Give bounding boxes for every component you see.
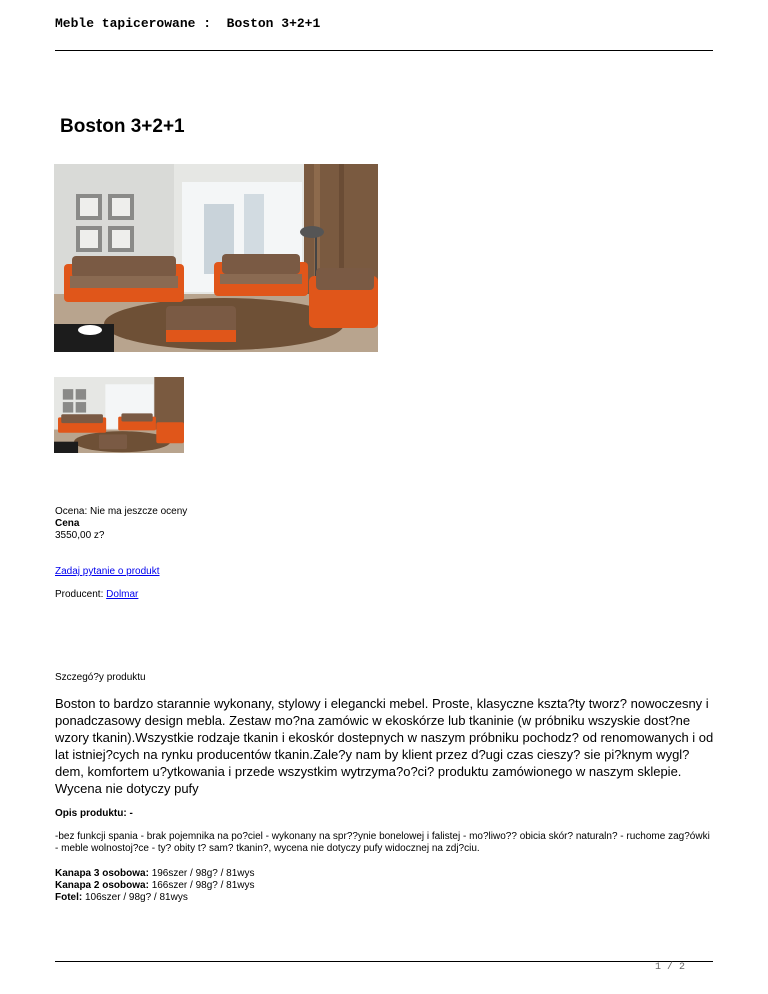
product-thumbnail[interactable] xyxy=(54,377,184,453)
dimension-row: Kanapa 2 osobowa: 166szer / 98g? / 81wys xyxy=(55,880,255,891)
running-header xyxy=(55,16,320,31)
producer-label: Producent: xyxy=(55,589,104,600)
price-value: 3550,00 z? xyxy=(55,530,105,541)
footer-rule xyxy=(55,961,713,962)
product-main-image[interactable] xyxy=(54,164,378,352)
dimension-row: Kanapa 3 osobowa: 196szer / 98g? / 81wys xyxy=(55,868,255,879)
rating-value: Nie ma jeszcze oceny xyxy=(90,506,188,517)
opis-heading: Opis produktu: - xyxy=(55,808,133,819)
description-lead: Boston to bardzo starannie wykonany, stylowy i elegancki mebel. Proste, klasyczne kszta?ty tworz? nowoczesny i ponadczasowy design mebla. Zestaw mo?na zamówic w ekoskórze lub tkaninie (w próbniku wszyskie dost?ne wzory tkanin).Wszystkie rodzaje tkanin i ekoskór dostepnych w naszym próbniku pochodz? od renomowanych i od lat istniej?cych na rynku producentów tkanin.Zale?y nam by klient przez d?ugi czas cieszy? sie pi?knym wygl?dem, komfortem u?ytkowania i przede wszystkim wytrzyma?o?ci? produktu zamówionego w naszym sklepie. xyxy=(55,696,714,779)
rating-line xyxy=(55,506,187,518)
header-category: Meble tapicerowane xyxy=(55,16,196,31)
rating-label: Ocena: xyxy=(55,506,88,517)
header-separator: : xyxy=(203,16,212,31)
header-rule xyxy=(55,50,713,51)
opis-text: -bez funkcji spania - brak pojemnika na po?ciel - wykonany na spr??ynie bonelowej i falistej - mo?liwo?? obicia skór? naturaln? - ruchome zag?ówki - meble wolnostoj?ce - ty? obity t? sam? tkanin?, wycena nie dotyczy pufy widocznej na zdj?ciu. xyxy=(55,831,710,854)
dimensions-list xyxy=(55,868,255,904)
ask-question-link[interactable]: Zadaj pytanie o produkt xyxy=(55,566,160,577)
page-title: Boston 3+2+1 xyxy=(60,116,185,137)
header-product: Boston 3+2+1 xyxy=(226,16,321,31)
dimension-row: Fotel: 106szer / 98g? / 81wys xyxy=(55,892,188,903)
price-label: Cena xyxy=(55,518,80,529)
page-number: 1 / 2 xyxy=(655,962,686,973)
price-note: Wycena nie dotyczy pufy xyxy=(55,781,199,796)
producer-link[interactable]: Dolmar xyxy=(106,589,139,600)
details-heading: Szczegó?y produktu xyxy=(55,672,146,683)
producer-line xyxy=(55,589,138,601)
